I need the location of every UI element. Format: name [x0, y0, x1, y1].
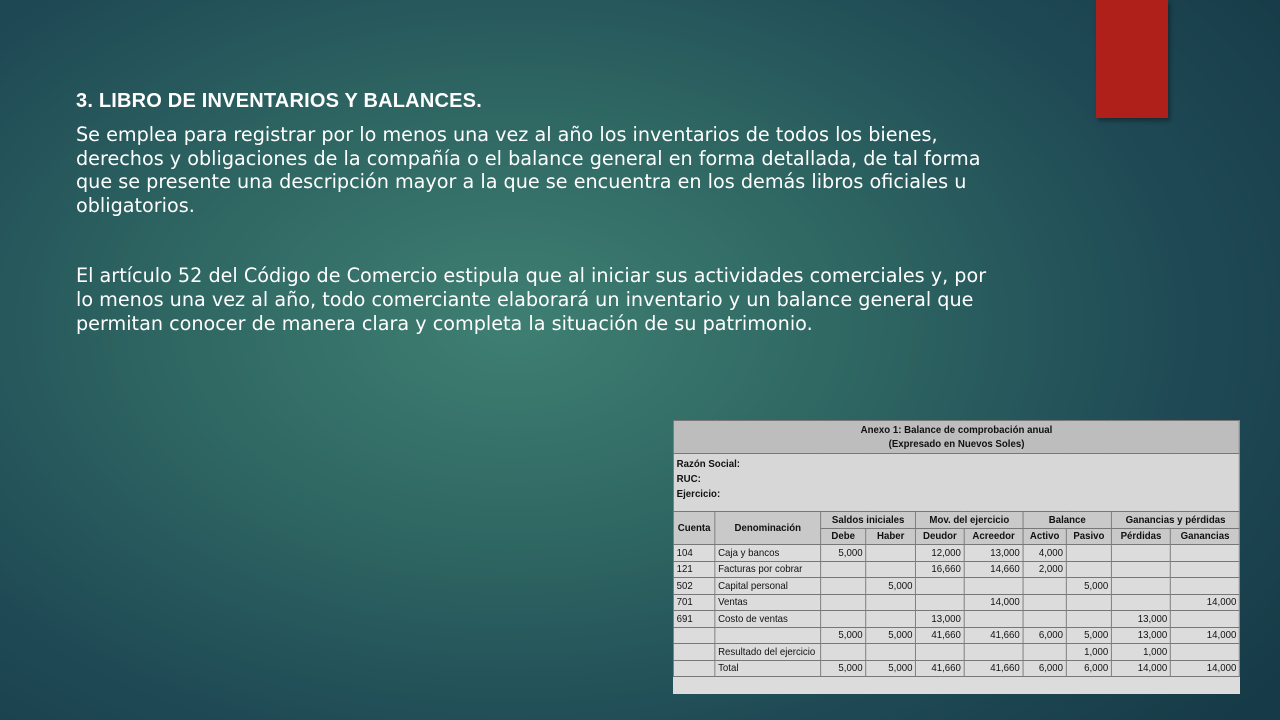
cell-amount: 5,000 [821, 545, 866, 562]
cell-cuenta: 691 [673, 611, 714, 628]
paragraph-2: El artículo 52 del Código de Comercio estipula que al iniciar sus actividades comerciales y, por lo menos una vez al año, todo comerciante elaborará un inventario y un balance general que permitan conocer de manera clara y completa la situación de su patrimonio. [76, 264, 987, 335]
cell-amount [964, 578, 1023, 595]
subheader-acreedor: Acreedor [964, 528, 1023, 545]
cell-amount: 14,000 [1170, 594, 1239, 611]
cell-amount [1170, 545, 1239, 562]
subheader-pasivo: Pasivo [1066, 528, 1111, 545]
table-body [673, 545, 1239, 677]
cell-amount: 5,000 [866, 660, 916, 677]
cell-cuenta: 701 [673, 594, 714, 611]
cell-amount: 1,000 [1066, 644, 1111, 661]
cell-amount: 41,660 [916, 627, 964, 644]
cell-amount [866, 611, 916, 628]
table-row [673, 578, 1239, 595]
cell-amount: 4,000 [1023, 545, 1066, 562]
header-cuenta: Cuenta [673, 512, 714, 545]
cell-amount: 6,000 [1066, 660, 1111, 677]
cell-amount [866, 545, 916, 562]
cell-amount: 16,660 [916, 561, 964, 578]
cell-amount [821, 561, 866, 578]
subheader-debe: Debe [821, 528, 866, 545]
cell-amount [1066, 611, 1111, 628]
cell-amount: 2,000 [1023, 561, 1066, 578]
cell-denominacion: Total [715, 660, 821, 677]
group-ganancias-perdidas: Ganancias y pérdidas [1112, 512, 1240, 529]
table-row [673, 627, 1239, 644]
cell-amount: 13,000 [1112, 611, 1171, 628]
group-balance: Balance [1023, 512, 1112, 529]
cell-amount: 5,000 [1066, 627, 1111, 644]
cell-cuenta [673, 660, 714, 677]
cell-amount: 14,000 [1170, 627, 1239, 644]
cell-amount: 13,000 [964, 545, 1023, 562]
cell-cuenta [673, 627, 714, 644]
subheader-activo: Activo [1023, 528, 1066, 545]
cell-denominacion: Facturas por cobrar [715, 561, 821, 578]
cell-amount [1066, 561, 1111, 578]
cell-amount: 12,000 [916, 545, 964, 562]
table-info [673, 454, 1239, 512]
group-saldos-iniciales: Saldos iniciales [821, 512, 916, 529]
cell-amount: 5,000 [1066, 578, 1111, 595]
cell-amount [821, 644, 866, 661]
cell-amount [1112, 594, 1171, 611]
cell-amount: 14,000 [964, 594, 1023, 611]
cell-cuenta: 121 [673, 561, 714, 578]
cell-amount [1066, 545, 1111, 562]
cell-amount [1023, 611, 1066, 628]
cell-amount [964, 611, 1023, 628]
cell-amount: 5,000 [866, 627, 916, 644]
cell-cuenta: 104 [673, 545, 714, 562]
table-row [673, 594, 1239, 611]
cell-denominacion: Capital personal [715, 578, 821, 595]
cell-amount [1112, 545, 1171, 562]
cell-amount [1170, 644, 1239, 661]
cell-cuenta [673, 644, 714, 661]
paragraph-1: Se emplea para registrar por lo menos una vez al año los inventarios de todos los bienes, derechos y obligaciones de la compañía o el balance general en forma detallada, de tal forma que se presente una descripción mayor a la que se encuentra en los demás libros oficiales u obligatorios. [76, 123, 981, 217]
cell-denominacion: Caja y bancos [715, 545, 821, 562]
cell-amount: 41,660 [964, 627, 1023, 644]
cell-amount [866, 561, 916, 578]
cell-amount [1170, 611, 1239, 628]
info-ejercicio: Ejercicio: [676, 488, 721, 500]
table-row [673, 644, 1239, 661]
cell-amount: 6,000 [1023, 627, 1066, 644]
table-row [673, 660, 1239, 677]
info-ruc: RUC: [676, 473, 701, 485]
cell-amount: 14,000 [1170, 660, 1239, 677]
cell-amount [916, 578, 964, 595]
subheader-perdidas: Pérdidas [1112, 528, 1171, 545]
cell-amount [866, 594, 916, 611]
table-row [673, 545, 1239, 562]
slide-heading: 3. LIBRO DE INVENTARIOS Y BALANCES. [76, 90, 482, 112]
subheader-deudor: Deudor [916, 528, 964, 545]
cell-amount [916, 594, 964, 611]
table-title-line2: (Expresado en Nuevos Soles) [888, 438, 1025, 450]
accent-bar [1096, 0, 1168, 118]
cell-cuenta: 502 [673, 578, 714, 595]
cell-amount: 5,000 [821, 627, 866, 644]
cell-amount: 41,660 [916, 660, 964, 677]
cell-amount: 5,000 [821, 660, 866, 677]
cell-denominacion: Costo de ventas [715, 611, 821, 628]
cell-amount: 13,000 [916, 611, 964, 628]
cell-amount: 14,000 [1112, 660, 1171, 677]
group-mov-ejercicio: Mov. del ejercicio [916, 512, 1023, 529]
cell-amount: 13,000 [1112, 627, 1171, 644]
cell-amount [1170, 561, 1239, 578]
cell-denominacion [715, 627, 821, 644]
cell-amount: 5,000 [866, 578, 916, 595]
slide-content [76, 90, 1006, 335]
table-row [673, 561, 1239, 578]
cell-amount [1023, 594, 1066, 611]
balance-table [673, 420, 1240, 677]
cell-amount [821, 578, 866, 595]
cell-amount [916, 644, 964, 661]
header-denominacion: Denominación [715, 512, 821, 545]
cell-amount: 6,000 [1023, 660, 1066, 677]
cell-denominacion: Resultado del ejercicio [715, 644, 821, 661]
cell-amount [1170, 578, 1239, 595]
cell-amount [964, 644, 1023, 661]
info-razon-social: Razón Social: [676, 458, 741, 470]
table-title-line1: Anexo 1: Balance de comprobación anual [860, 424, 1053, 436]
cell-amount: 14,660 [964, 561, 1023, 578]
cell-amount [1066, 594, 1111, 611]
table-row [673, 611, 1239, 628]
cell-amount [866, 644, 916, 661]
cell-amount: 1,000 [1112, 644, 1171, 661]
cell-denominacion: Ventas [715, 594, 821, 611]
cell-amount [1112, 561, 1171, 578]
subheader-ganancias: Ganancias [1170, 528, 1239, 545]
balance-table-image [673, 420, 1240, 694]
subheader-haber: Haber [866, 528, 916, 545]
cell-amount [821, 594, 866, 611]
cell-amount [1112, 578, 1171, 595]
table-title [673, 421, 1239, 454]
cell-amount [1023, 644, 1066, 661]
cell-amount [821, 611, 866, 628]
cell-amount: 41,660 [964, 660, 1023, 677]
cell-amount [1023, 578, 1066, 595]
